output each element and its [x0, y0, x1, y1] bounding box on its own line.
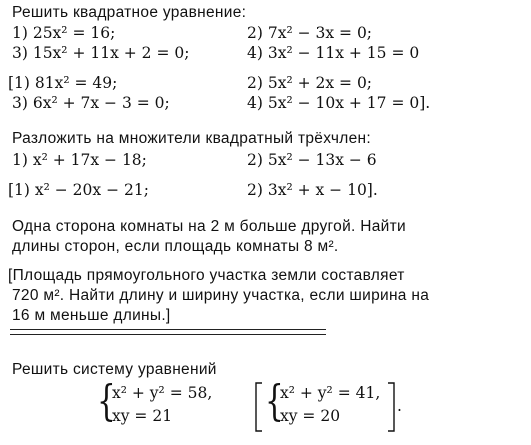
left-square-bracket-icon — [254, 382, 264, 432]
problem-plot-line3: 16 м меньше длины.] — [12, 307, 171, 324]
equation-1-2: 2) 7x² − 3x = 0; — [247, 24, 373, 42]
section5-heading: Решить систему уравнений — [12, 361, 217, 378]
system1-eq1: x² + y² = 58, — [112, 384, 213, 402]
problem-plot-line2: 720 м². Найти длину и ширину участка, если ширина на — [12, 287, 430, 304]
trinomial-2: 2) 5x² − 13x − 6 — [247, 151, 377, 169]
system1-eq2: xy = 21 — [112, 407, 173, 425]
equation-1-8: 4) 5x² − 10x + 17 = 0]. — [247, 94, 431, 112]
equation-1-1: 1) 25x² = 16; — [12, 24, 116, 42]
right-square-bracket-icon — [386, 382, 396, 432]
equation-1-5: [1) 81x² = 49; — [8, 74, 118, 92]
system2-eq2: xy = 20 — [280, 407, 341, 425]
trinomial-1: 1) x² + 17x − 18; — [12, 151, 147, 169]
section2-heading: Разложить на множители квадратный трёхчлен: — [12, 130, 372, 147]
equation-1-6: 2) 5x² + 2x = 0; — [247, 74, 373, 92]
left-brace-icon-2: { — [265, 376, 284, 425]
problem-plot-line1: [Площадь прямоугольного участка земли составляет — [8, 267, 405, 284]
separator-rule-bottom — [10, 334, 326, 335]
problem-room-line1: Одна сторона комнаты на 2 м больше другой. Найти — [12, 218, 406, 235]
equation-1-3: 3) 15x² + 11x + 2 = 0; — [12, 44, 190, 62]
equation-1-7: 3) 6x² + 7x − 3 = 0; — [12, 94, 170, 112]
section1-heading: Решить квадратное уравнение: — [12, 4, 247, 21]
system2-end-period: . — [397, 397, 402, 415]
trinomial-3: [1) x² − 20x − 21; — [8, 181, 149, 199]
left-brace-icon: { — [97, 376, 116, 425]
problem-room-line2: длины сторон, если площадь комнаты 8 м². — [12, 238, 339, 255]
system2-eq1: x² + y² = 41, — [280, 384, 381, 402]
equation-1-4: 4) 3x² − 11x + 15 = 0 — [247, 44, 420, 62]
separator-rule-top — [10, 329, 326, 330]
trinomial-4: 2) 3x² + x − 10]. — [247, 181, 378, 199]
